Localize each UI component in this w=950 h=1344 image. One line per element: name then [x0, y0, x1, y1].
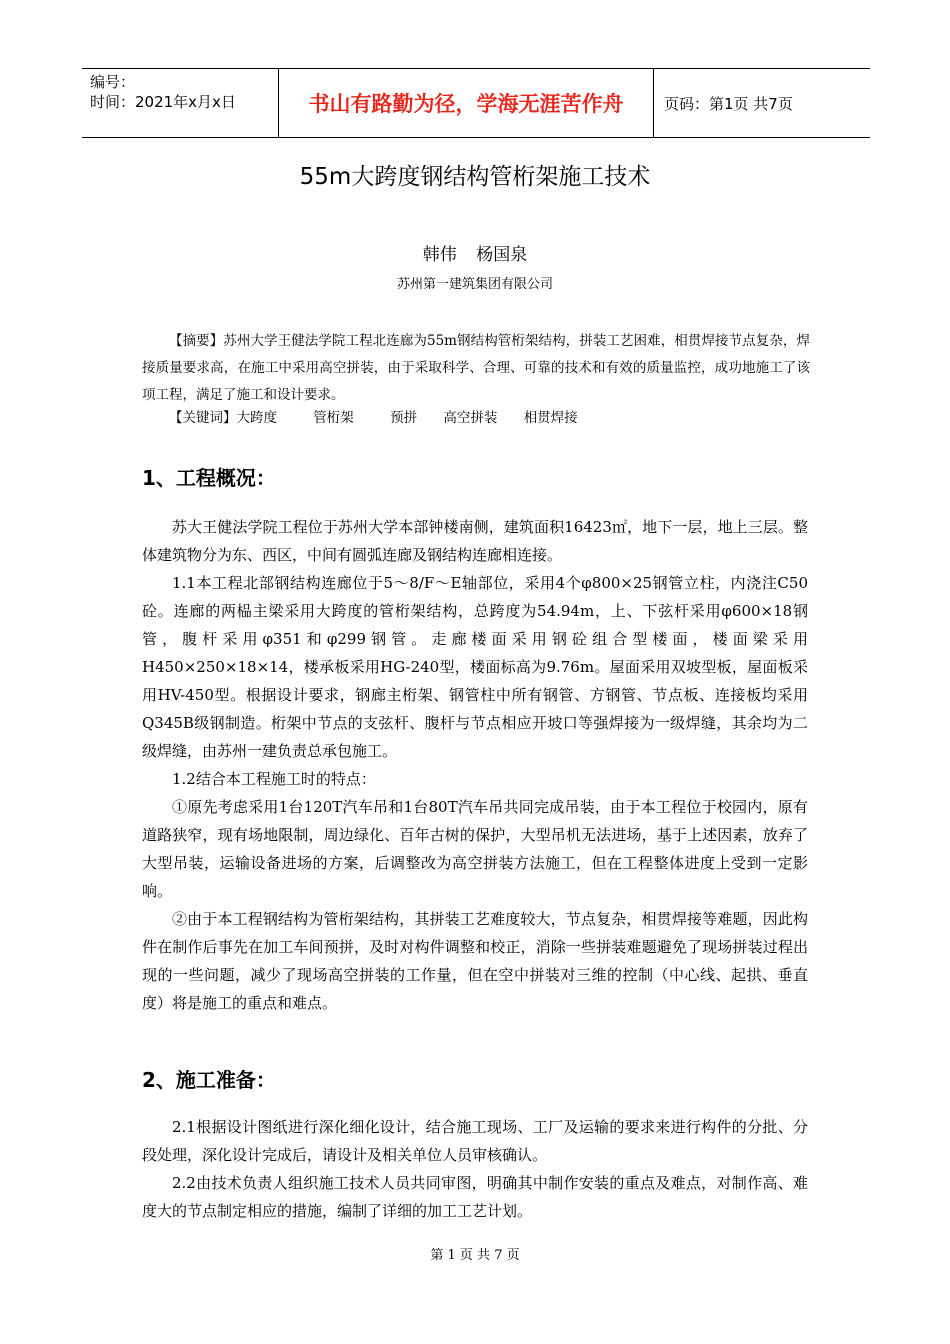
keyword: 预拼 [390, 410, 418, 426]
section-heading: 2、施工准备： [142, 1068, 276, 1092]
paragraph: ①原先考虑采用1台120T汽车吊和1台80T汽车吊共同完成吊装，由于本工程位于校园内，原有道路狭窄，现有场地限制，周边绿化、百年古树的保护，大型吊机无法进场，基于上述因素，放弃了大型吊装，运输设备进场的方案，后调整改为高空拼装方法施工，但在工程整体进度上受到一定影响。 [142, 798, 808, 900]
keywords-label: 【关键词】大跨度 [169, 410, 277, 426]
keywords [169, 405, 578, 432]
paragraph: 2.1根据设计图纸进行深化细化设计，结合施工现场、工厂及运输的要求来进行构件的分批、分段处理，深化设计完成后，请设计及相关单位人员审核确认。 [142, 1118, 808, 1164]
paragraph: ②由于本工程钢结构为管桁架结构，其拼装工艺难度较大，节点复杂，相贯焊接等难题，因此构件在制作后事先在加工车间预拼，及时对构件调整和校正，消除一些拼装难题避免了现场拼装过程出现的一些问题，减少了现场高空拼装的工作量，但在空中拼装对三维的控制（中心线、起拱、垂直度）将是施工的重点和难点。 [142, 910, 808, 1012]
header-meta [82, 69, 279, 137]
keyword: 高空拼装 [443, 410, 498, 426]
keyword: 相贯焊接 [523, 410, 578, 426]
document-date: 时间：2021年x月x日 [90, 93, 236, 111]
page-footer: 第 1 页 共 7 页 [430, 1248, 520, 1263]
paragraph: 1.1本工程北部钢结构连廊位于5～8/F～E轴部位，采用4个φ800×25钢管立柱，内浇注C50砼。连廊的两榀主梁采用大跨度的管桁架结构，总跨度为54.94m，上、下弦杆采用φ600×18钢管，腹杆采用φ351和φ299钢管。走廊楼面采用钢砼组合型楼面，楼面梁采用H450×250×18×14，楼承板采用HG-240型，楼面标高为9.76m。屋面采用双坡型板，屋面板采用HV-450型。根据设计要求，钢廊主桁架、钢管柱中所有钢管、方钢管、节点板、连接板均采用Q345B级钢制造。桁架中节点的支弦杆、腹杆与节点相应开坡口等强焊接为一级焊缝，其余均为二级焊缝，由苏州一建负责总承包施工。 [142, 574, 808, 760]
section-body [142, 513, 808, 1017]
keyword: 管桁架 [313, 410, 354, 426]
affiliation: 苏州第一建筑集团有限公司 [396, 277, 553, 292]
abstract: 【摘要】苏州大学王健法学院工程北连廊为55m钢结构管桁架结构，拼装工艺困难，相贯焊接节点复杂，焊接质量要求高，在施工中采用高空拼装，由于采取科学、合理、可靠的技术和有效的质量监控，成功地施工了该项工程，满足了施工和设计要求。 [142, 333, 810, 403]
document-title: 55m大跨度钢结构管桁架施工技术 [299, 164, 651, 190]
authors: 韩伟 杨国泉 [422, 245, 528, 265]
document-number-label: 编号： [90, 73, 136, 91]
header-page-number: 页码：第1页 共7页 [664, 94, 793, 113]
page-header [82, 68, 870, 138]
paragraph: 1.2结合本工程施工时的特点： [172, 770, 376, 788]
section-body [142, 1113, 808, 1225]
header-motto: 书山有路勤为径，学海无涯苦作舟 [279, 69, 654, 137]
section-heading: 1、工程概况： [142, 466, 276, 490]
paragraph: 苏大王健法学院工程位于苏州大学本部钟楼南侧，建筑面积16423㎡，地下一层，地上三层。整体建筑物分为东、西区，中间有圆弧连廊及钢结构连廊相连接。 [142, 518, 808, 564]
paragraph: 2.2由技术负责人组织施工技术人员共同审图，明确其中制作安装的重点及难点，对制作高、难度大的节点制定相应的措施，编制了详细的加工工艺计划。 [142, 1174, 808, 1220]
